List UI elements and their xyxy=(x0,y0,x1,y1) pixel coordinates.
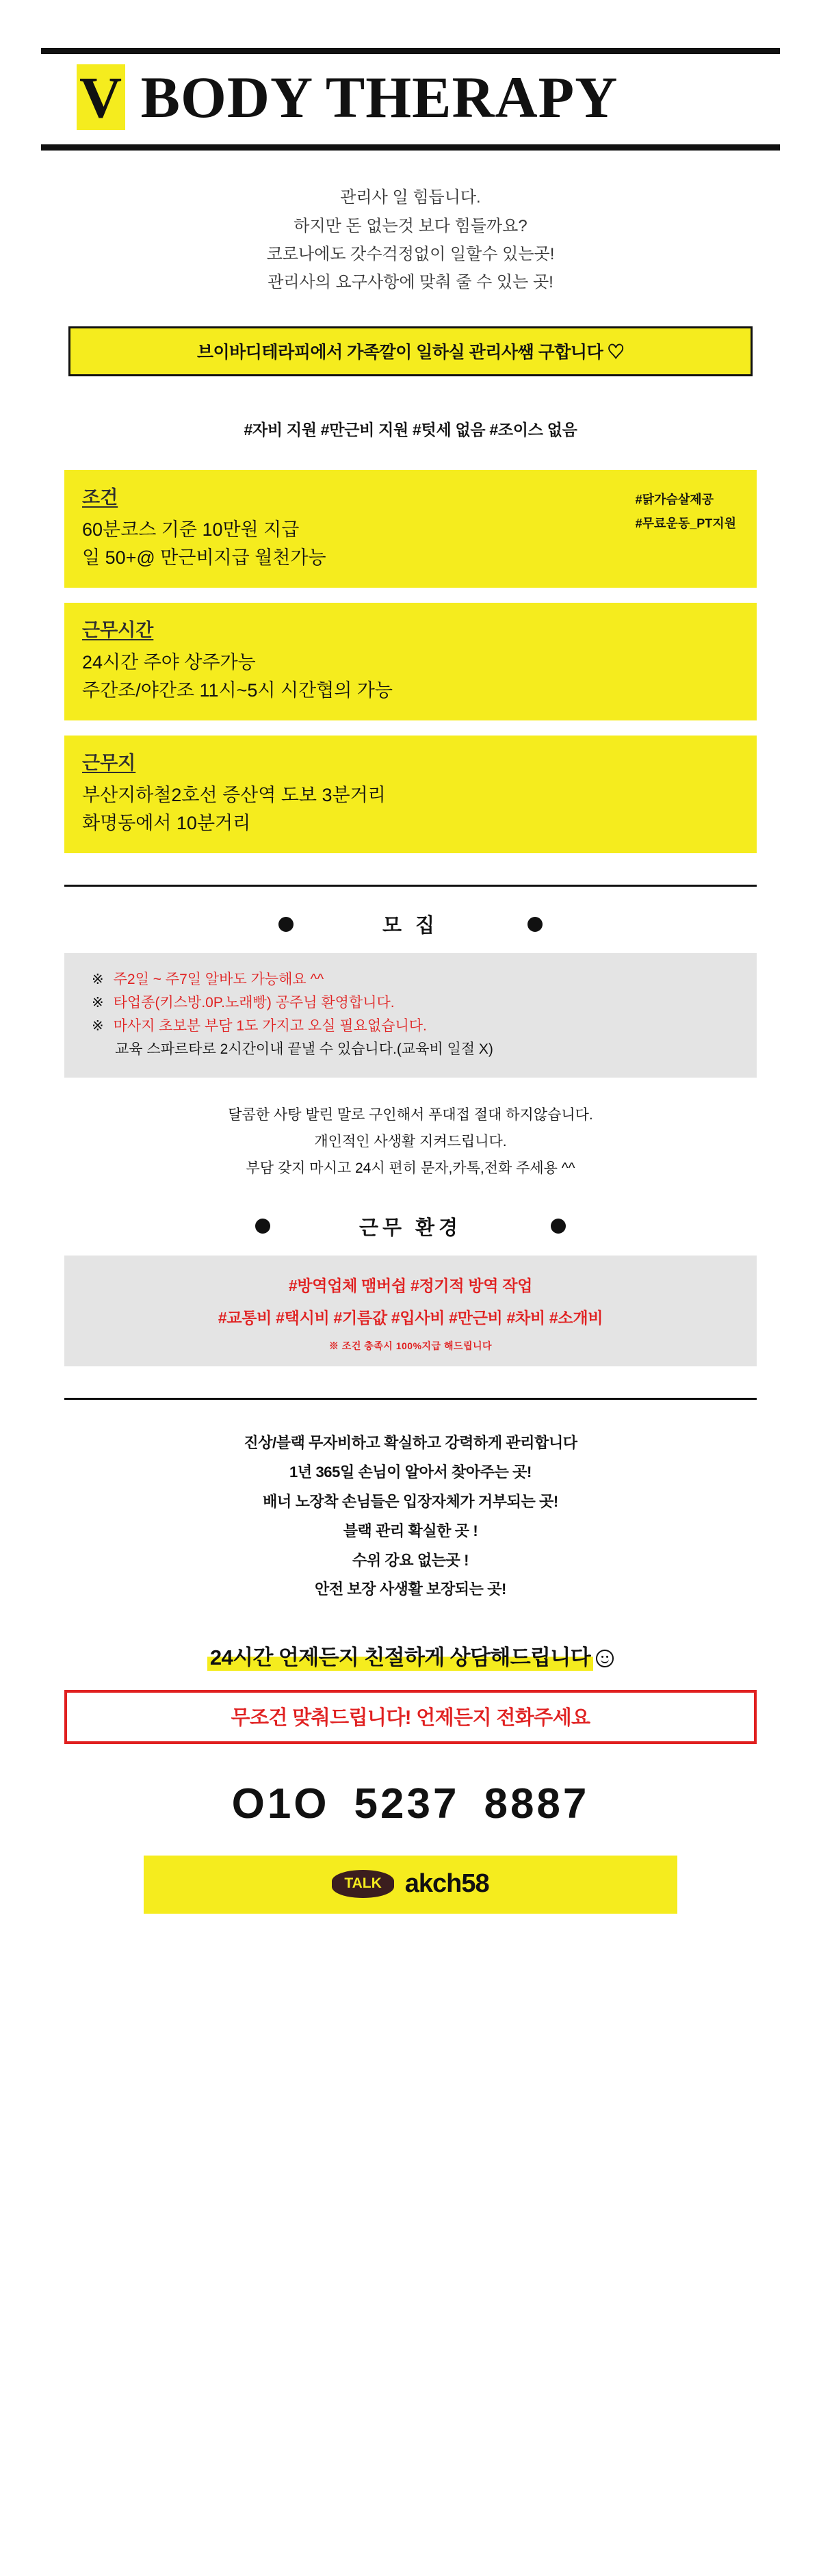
flyer-content xyxy=(41,0,780,1914)
bullet-dot-icon xyxy=(278,917,294,932)
environment-panel xyxy=(64,1256,757,1366)
recruit-note: 개인적인 사생활 지켜드립니다. xyxy=(314,1134,507,1150)
asterisk-icon: ※ xyxy=(92,972,104,988)
title-rest: BODY THERAPY xyxy=(125,64,618,130)
intro-line: 코로나에도 갓수걱정없이 일할수 있는곳! xyxy=(266,244,555,263)
promise-line: 수위 강요 없는곳 ! xyxy=(352,1551,469,1569)
bullet-dot-icon xyxy=(527,917,543,932)
recruit-bullet-text: 마사지 초보분 부담 1도 가지고 오실 필요없습니다. xyxy=(113,1018,427,1035)
phone-part-1: O1O xyxy=(231,1780,330,1828)
section-title: 모 집 xyxy=(382,915,439,937)
consult-text: 24시간 언제든지 친절하게 상담해드립니다 xyxy=(207,1640,593,1671)
promise-line: 배너 노장착 손님들은 입장자체가 거부되는 곳! xyxy=(263,1492,558,1510)
recruit-note: 달콤한 사탕 발린 말로 구인해서 푸대접 절대 하지않습니다. xyxy=(228,1107,593,1123)
callout-text: 무조건 맞춰드립니다! 언제든지 전화주세요 xyxy=(231,1707,590,1730)
highlight-banner xyxy=(68,326,753,376)
info-card-location xyxy=(64,736,757,853)
info-card-line: 주간조/야간조 11시~5시 시간협의 가능 xyxy=(82,679,393,701)
side-tag: #닭가슴살제공 xyxy=(635,493,714,507)
kakaotalk-contact[interactable] xyxy=(144,1856,677,1914)
phone-part-2: 5237 xyxy=(354,1780,460,1828)
promise-line: 안전 보장 사생활 보장되는 곳! xyxy=(314,1580,506,1598)
smiley-face-icon xyxy=(596,1650,614,1667)
recruit-panel xyxy=(64,953,757,1078)
section-title: 근무 환경 xyxy=(359,1217,462,1239)
intro-line: 관리사 일 힘듭니다. xyxy=(340,188,481,207)
section-header-recruit xyxy=(68,910,753,938)
recruit-bullet xyxy=(92,968,733,991)
consult-block xyxy=(68,1640,753,1671)
environment-footnote: ※ 조건 충족시 100%지급 해드립니다 xyxy=(328,1340,493,1351)
highlight-banner-text: 브이바디테라피에서 가족깔이 일하실 관리사쌤 구합니다 ♡ xyxy=(196,343,625,363)
recruit-bullet-text: 타업종(키스방.0P.노래빵) 공주님 환영합니다. xyxy=(113,995,395,1011)
title-initial: V xyxy=(77,64,125,130)
intro-line: 하지만 돈 없는것 보다 힘들까요? xyxy=(294,216,527,235)
callout-box xyxy=(64,1690,757,1744)
info-card-line: 60분코스 기준 10만원 지급 xyxy=(82,519,300,541)
info-card-line: 24시간 주야 상주가능 xyxy=(82,652,256,673)
phone-number[interactable] xyxy=(41,1744,780,1856)
info-card-conditions xyxy=(64,470,757,588)
side-tag: #무료운동_PT지원 xyxy=(635,516,736,530)
environment-line: #방역업체 맴버쉽 #정기적 방역 작업 xyxy=(288,1276,533,1294)
title-block xyxy=(41,48,780,151)
bullet-dot-icon xyxy=(255,1219,270,1234)
info-card-heading: 근무시간 xyxy=(82,620,154,641)
info-card-line: 화명동에서 10분거리 xyxy=(82,812,251,833)
environment-line: #교통비 #택시비 #기름값 #입사비 #만근비 #차비 #소개비 xyxy=(218,1308,603,1327)
kakaotalk-id: akch58 xyxy=(404,1869,489,1899)
promise-block xyxy=(41,1400,780,1609)
promise-line: 진상/블랙 무자비하고 확실하고 강력하게 관리합니다 xyxy=(244,1433,577,1451)
asterisk-icon: ※ xyxy=(92,995,104,1011)
divider xyxy=(64,885,757,887)
recruit-bullet xyxy=(92,1015,733,1038)
page-title xyxy=(41,66,780,128)
info-card-heading: 조건 xyxy=(82,487,118,508)
recruit-bullet-text: 주2일 ~ 주7일 알바도 가능해요 ^^ xyxy=(113,972,324,988)
section-header-environment xyxy=(68,1212,753,1240)
info-card-work-hours xyxy=(64,603,757,720)
info-card-heading: 근무지 xyxy=(82,753,136,774)
hashtag-row: #자비 지원 #만근비 지원 #텃세 없음 #조이스 없음 xyxy=(244,421,577,439)
recruit-notes xyxy=(41,1078,780,1189)
recruit-subline: 교육 스파르타로 2시간이내 끝낼 수 있습니다.(교육비 일절 X) xyxy=(115,1041,493,1058)
info-card-side-tags xyxy=(636,488,736,534)
asterisk-icon: ※ xyxy=(92,1018,104,1035)
promise-line: 블랙 관리 확실한 곳 ! xyxy=(343,1522,478,1539)
intro-block xyxy=(41,151,780,303)
phone-part-3: 8887 xyxy=(484,1780,590,1828)
bullet-dot-icon xyxy=(551,1219,566,1234)
intro-line: 관리사의 요구사항에 맞춰 줄 수 있는 곳! xyxy=(268,273,553,292)
recruit-bullet xyxy=(92,991,733,1015)
info-card-line: 부산지하철2호선 증산역 도보 3분거리 xyxy=(82,785,386,806)
kakaotalk-icon: TALK xyxy=(332,1870,393,1898)
recruit-note: 부담 갖지 마시고 24시 편히 문자,카톡,전화 주세용 ^^ xyxy=(246,1160,575,1177)
promise-line: 1년 365일 손님이 알아서 찾아주는 곳! xyxy=(289,1463,532,1481)
info-card-line: 일 50+@ 만근비지급 월천가능 xyxy=(82,547,326,568)
